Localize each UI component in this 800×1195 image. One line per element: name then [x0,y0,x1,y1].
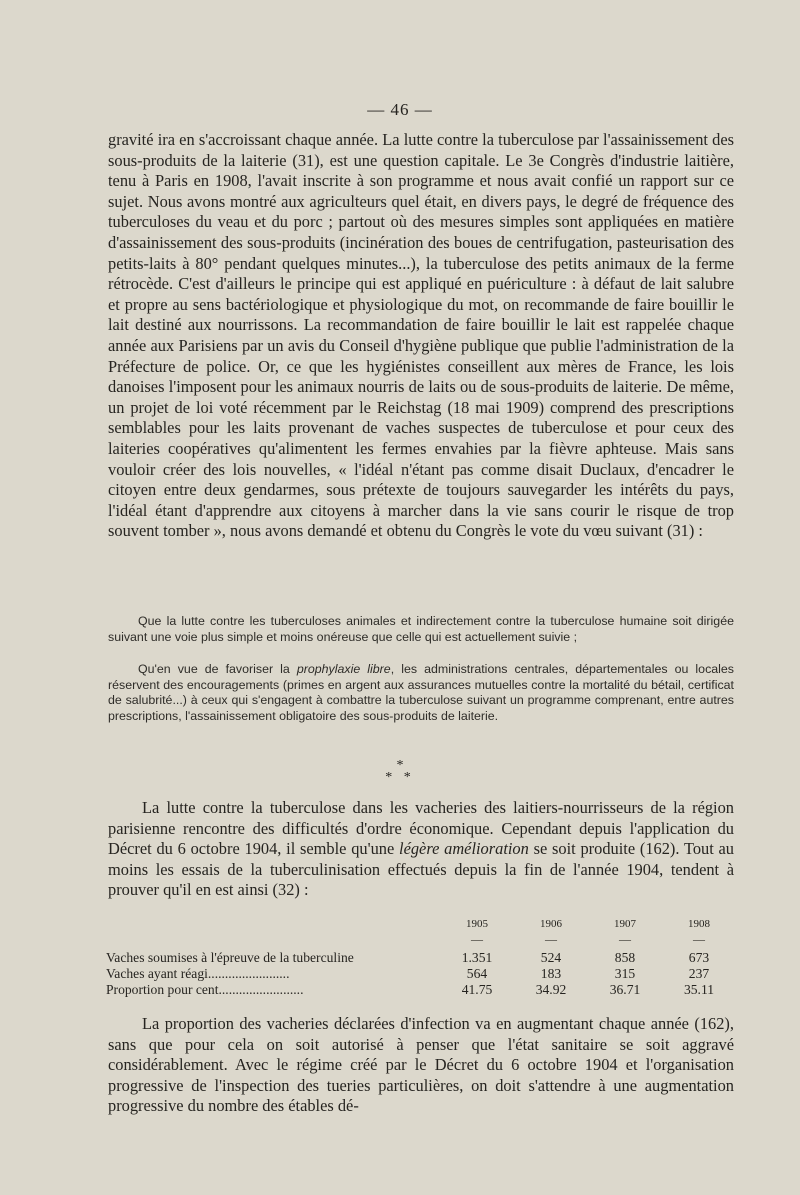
voeu-2-start: Qu'en vue de favoriser la [138,662,297,676]
cell-value: 183 [540,966,562,981]
table-row [106,950,736,966]
page-number: — 46 — [367,100,433,119]
table-row [106,966,736,982]
section-separator [0,760,800,784]
table-dash-row [106,932,736,950]
paragraph-2-end: se soit produite (162). Tout au moins les essais de la tuberculinisation effectués depuis la fin de l'année 1904, tendent à prouver qu'il en est ainsi (32) : [108,839,735,900]
paragraph-2-emphasis: légère amélioration [399,839,529,859]
cell-value: 1.351 [461,950,493,965]
table-header-row [106,916,736,932]
cell-value: 35.11 [683,982,715,997]
paragraph-2 [108,798,734,901]
cell-value: 36.71 [609,982,641,997]
year-header: 1908 [688,918,710,930]
voeu-1: Que la lutte contre les tuberculoses animales et indirectement contre la tuberculose humaine soit dirigée suivant une voie plus simple et moins onéreuse que celle qui est actuellement suivie ; [108,614,734,644]
cell-value: 41.75 [461,982,493,997]
dash: — [471,932,483,946]
row-label: Proportion pour cent......................... [106,982,304,997]
paragraph-2-start: La lutte contre la tuberculose dans les vacheries des laitiers-nourrisseurs de la région parisienne rencontre des difficultés d'ordre économique. Cependant depuis l'application du Décret du 6 octobre 1904, il semble qu'une [108,798,734,859]
year-header: 1905 [466,918,488,930]
voeu-2-emphasis: prophylaxie libre [296,662,391,676]
cell-value: 673 [688,950,710,965]
voeu-2-end: , les administrations centrales, départementales ou locales réservent des encouragements (primes en argent aux assurances mutuelles contre la mortalité du bétail, certificat de salubrité...) à ceux qui s'engagent à combattre la tuberculose suivant un programme comprenant, entre autres prescriptions, l'assainissement obligatoire des sous-produits de laiterie. [108,662,734,723]
separator-bottom: * * [385,770,415,785]
cell-value: 564 [466,966,488,981]
dash: — [693,932,705,946]
year-header: 1907 [614,918,636,930]
paragraph-1: gravité ira en s'accroissant chaque année. La lutte contre la tuberculose par l'assainissement des sous-produits de la laiterie (31), est une question capitale. Le 3e Congrès d'industrie laitière, tenu à Paris en 1908, l'avait inscrite à son programme et nous avait confié un rapport sur ce sujet. Nous avons montré aux agriculteurs quel était, en divers pays, le degré de fréquence des tuberculoses du veau et du porc ; partout où des mesures simples sont appliquées en matière d'assainissement des sous-produits (incinération des boues de centrifugation, pasteurisation des petits-laits à 80° pendant quelques minutes...), la tuberculose des petits animaux de la ferme rétrocède. C'est d'ailleurs le principe qui est appliqué en puériculture : à défaut de lait salubre et propre au sens bactériologique et physiologique du mot, on recommande de faire bouillir le lait destiné aux nourrissons. La recommandation de faire bouillir le lait est rappelée chaque année aux Parisiens par un avis du Conseil d'hygiène publique que publie l'administration de la Préfecture de police. Or, ce que les hygiénistes conseillent aux mères de France, les lois danoises l'imposent pour les animaux nourris de laits ou de sous-produits de laiterie. De même, un projet de loi voté récemment par le Reichstag (18 mai 1909) comprend des prescriptions semblables pour les laits provenant de vaches suspectes de tuberculose et pour ceux des laiteries coopératives qu'alimentent les fermes envahies par la fièvre aphteuse. Mais sans vouloir créer des lois nouvelles, « l'idéal n'étant pas comme disait Duclaux, d'encadrer le citoyen entre deux gendarmes, sous prétexte de toujours sauvegarder les intérêts du pays, l'idéal étant d'apprendre aux citoyens à marcher dans la vie sans courir le risque de trop souvent tomber », nous avons demandé et obtenu du Congrès le vote du vœu suivant (31) : [108,130,734,541]
separator-top: * [396,758,404,773]
paragraph-3: La proportion des vacheries déclarées d'infection va en augmentant chaque année (162), sans que pour cela on soit autorisé à penser que l'état sanitaire se soit aggravé considérablement. Avec le régime créé par le Décret du 6 octobre 1904 et l'organisation progressive de l'inspection des tueries particulières, on doit s'attendre à une augmentation progressive du nombre des étables dé- [108,1014,734,1116]
voeu-2 [108,662,734,724]
dash: — [619,932,631,946]
cell-value: 524 [540,950,562,965]
cell-value: 315 [614,966,636,981]
row-label: Vaches soumises à l'épreuve de la tuberculine [106,950,354,965]
cell-value: 237 [688,966,710,981]
tuberculin-table [106,916,736,998]
dash: — [545,932,557,946]
cell-value: 34.92 [535,982,567,997]
table-row [106,982,736,998]
year-header: 1906 [540,918,562,930]
cell-value: 858 [614,950,636,965]
row-label: Vaches ayant réagi........................ [106,966,290,981]
